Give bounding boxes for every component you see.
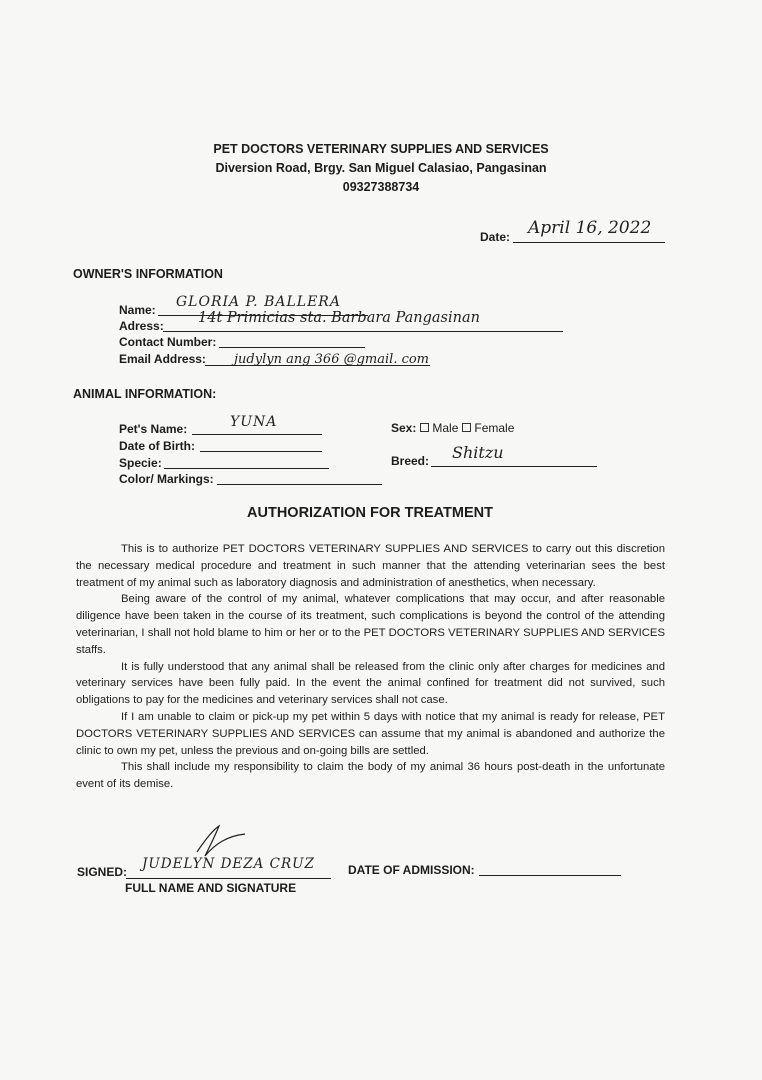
- owner-name-label: Name:: [119, 303, 156, 317]
- signed-value: JUDELYN DEZA CRUZ: [142, 856, 315, 872]
- authorization-paragraph: This is to authorize PET DOCTORS VETERINARY SUPPLIES AND SERVICES to carry out this discretion the necessary medical procedure and treatment in such manner that the attending veterinarian sees the best treatment of my animal such as laboratory diagnosis and administration of anesthetics, when necessary.: [76, 543, 665, 589]
- authorization-body: [76, 541, 665, 793]
- date-label: Date:: [480, 230, 511, 244]
- date-line: [513, 242, 665, 243]
- authorization-paragraph: Being aware of the control of my animal, whatever complications that may occur, and after reasonable diligence have been taken in the course of its treatment, such complications is beyond the control of the attending veterinarian, I shall not hold blame to him or her or to the PET DOCTORS VETERINARY SUPPLIES AND SERVICES staffs.: [76, 593, 665, 656]
- pet-name-label: Pet's Name:: [119, 422, 188, 436]
- owner-name-value: GLORIA P. BALLERA: [176, 294, 341, 310]
- owner-address-value: 14t Primicias sta. Barbara Pangasinan: [198, 310, 480, 326]
- signature-caption: FULL NAME AND SIGNATURE: [125, 881, 297, 895]
- owner-address-label: Adress:: [119, 319, 164, 333]
- owner-address-line: [163, 331, 563, 332]
- company-phone: 09327388734: [342, 180, 420, 194]
- authorization-paragraph: If I am unable to claim or pick-up my pet within 5 days with notice that my animal is ready for release, PET DOCTORS VETERINARY SUPPLIES AND SERVICES can assume that my animal is abandoned and authorize the clinic to own my pet, unless the previous and on-going bills are settled.: [76, 710, 665, 757]
- color-line: [217, 484, 382, 485]
- owner-email-value: judylyn ang 366 @gmail. com: [234, 352, 430, 367]
- specie-line: [164, 468, 329, 469]
- male-label: Male: [432, 421, 459, 435]
- authorization-title: AUTHORIZATION FOR TREATMENT: [247, 505, 493, 521]
- date-value: April 16, 2022: [528, 218, 652, 238]
- dob-line: [200, 451, 322, 452]
- breed-value: Shitzu: [452, 443, 504, 462]
- breed-label: Breed:: [391, 454, 430, 468]
- sex-field: [391, 419, 514, 437]
- animal-section-title: ANIMAL INFORMATION:: [73, 387, 217, 401]
- signed-label: SIGNED:: [77, 865, 128, 879]
- company-name: PET DOCTORS VETERINARY SUPPLIES AND SERVICES: [213, 142, 549, 156]
- authorization-paragraph: This shall include my responsibility to claim the body of my animal 36 hours post-death in the unfortunate event of its demise.: [76, 761, 665, 791]
- admission-label: DATE OF ADMISSION:: [348, 863, 475, 877]
- dob-label: Date of Birth:: [119, 439, 195, 453]
- color-label: Color/ Markings:: [119, 472, 214, 486]
- owner-section-title: OWNER'S INFORMATION: [73, 267, 223, 281]
- authorization-paragraph: It is fully understood that any animal shall be released from the clinic only after charges for medicines and veterinary services have been fully paid. In the event the animal confined for treatment did not survived, such obligations to pay for the medicines and veterinary services shall not case.: [76, 660, 665, 707]
- signature-line: [126, 878, 331, 879]
- breed-line: [431, 466, 597, 467]
- owner-contact-line: [219, 347, 365, 348]
- male-checkbox[interactable]: [420, 423, 429, 432]
- female-label: Female: [474, 421, 515, 435]
- owner-email-label: Email Address:: [119, 352, 206, 366]
- company-address: Diversion Road, Brgy. San Miguel Calasiao, Pangasinan: [215, 161, 547, 175]
- sex-label: Sex:: [391, 421, 417, 435]
- specie-label: Specie:: [119, 456, 162, 470]
- female-checkbox[interactable]: [462, 423, 471, 432]
- owner-contact-label: Contact Number:: [119, 335, 217, 349]
- admission-line: [479, 875, 621, 876]
- pet-name-line: [192, 434, 322, 435]
- pet-name-value: YUNA: [230, 414, 278, 430]
